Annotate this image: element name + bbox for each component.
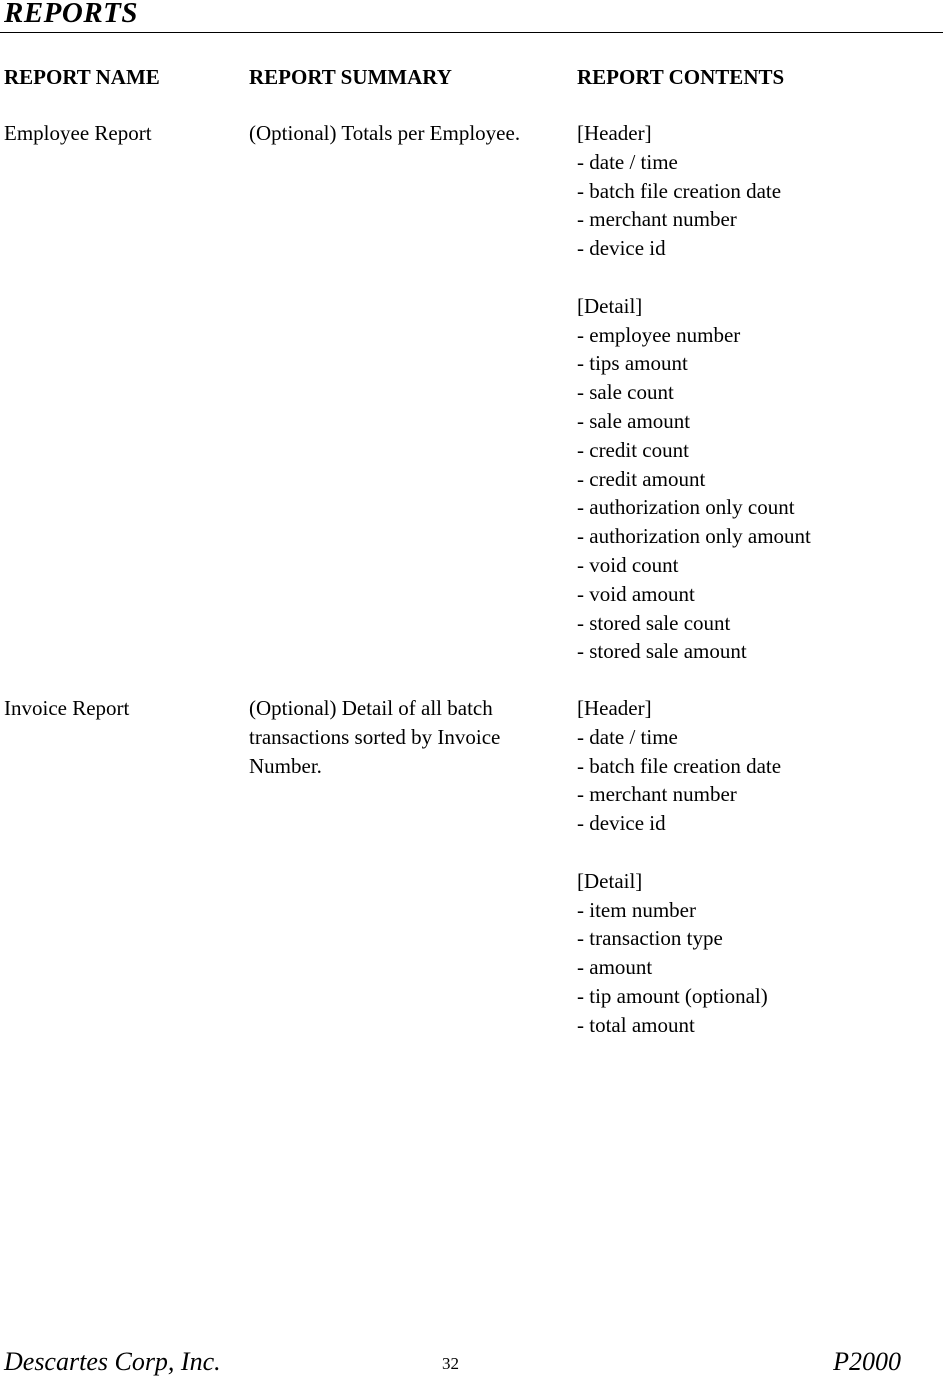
contents-item: - tip amount (optional) bbox=[577, 983, 768, 1008]
column-header-report-name: REPORT NAME bbox=[4, 65, 160, 89]
contents-item: - credit count bbox=[577, 437, 689, 462]
report-name-employee: Employee Report bbox=[4, 121, 152, 145]
contents-item: - stored sale amount bbox=[577, 639, 747, 664]
contents-item: - stored sale count bbox=[577, 610, 731, 635]
contents-item: - total amount bbox=[577, 1012, 695, 1037]
report-summary-invoice: (Optional) Detail of all batch transactions sorted by Invoice Number. bbox=[249, 696, 501, 778]
column-header-report-contents: REPORT CONTENTS bbox=[577, 65, 785, 89]
contents-item: - sale count bbox=[577, 380, 674, 405]
contents-section-label: [Detail] bbox=[577, 293, 643, 318]
column-header-report-summary: REPORT SUMMARY bbox=[249, 65, 452, 89]
contents-item: - amount bbox=[577, 955, 653, 980]
contents-item: - authorization only amount bbox=[577, 524, 811, 549]
footer-company: Descartes Corp, Inc. bbox=[4, 1347, 221, 1376]
contents-item: - device id bbox=[577, 811, 666, 836]
contents-section-label: [Header] bbox=[577, 121, 652, 145]
title-rule bbox=[0, 32, 943, 33]
contents-item: - authorization only count bbox=[577, 495, 795, 520]
contents-item: - credit amount bbox=[577, 466, 706, 491]
contents-item: - void count bbox=[577, 552, 679, 577]
contents-section-label: [Header] bbox=[577, 696, 652, 720]
contents-item: - merchant number bbox=[577, 782, 737, 807]
report-summary-employee: (Optional) Totals per Employee. bbox=[249, 121, 521, 145]
contents-item: - merchant number bbox=[577, 207, 737, 232]
contents-section-label: [Detail] bbox=[577, 868, 643, 893]
contents-item: - batch file creation date bbox=[577, 753, 782, 778]
contents-item: - void amount bbox=[577, 581, 695, 606]
contents-item: - employee number bbox=[577, 322, 741, 347]
footer-page-number: 32 bbox=[442, 1354, 459, 1373]
contents-item: - tips amount bbox=[577, 351, 688, 376]
contents-item: - batch file creation date bbox=[577, 178, 782, 203]
contents-item: - device id bbox=[577, 236, 666, 261]
contents-item: - transaction type bbox=[577, 926, 723, 951]
report-name-invoice: Invoice Report bbox=[4, 696, 130, 720]
contents-item: - sale amount bbox=[577, 408, 691, 433]
page-title: REPORTS bbox=[4, 0, 139, 29]
contents-item: - date / time bbox=[577, 724, 678, 749]
contents-item: - item number bbox=[577, 897, 696, 922]
footer-product: P2000 bbox=[833, 1347, 901, 1376]
contents-item: - date / time bbox=[577, 149, 678, 174]
report-contents-employee bbox=[577, 119, 811, 666]
report-contents-invoice bbox=[577, 694, 781, 1040]
